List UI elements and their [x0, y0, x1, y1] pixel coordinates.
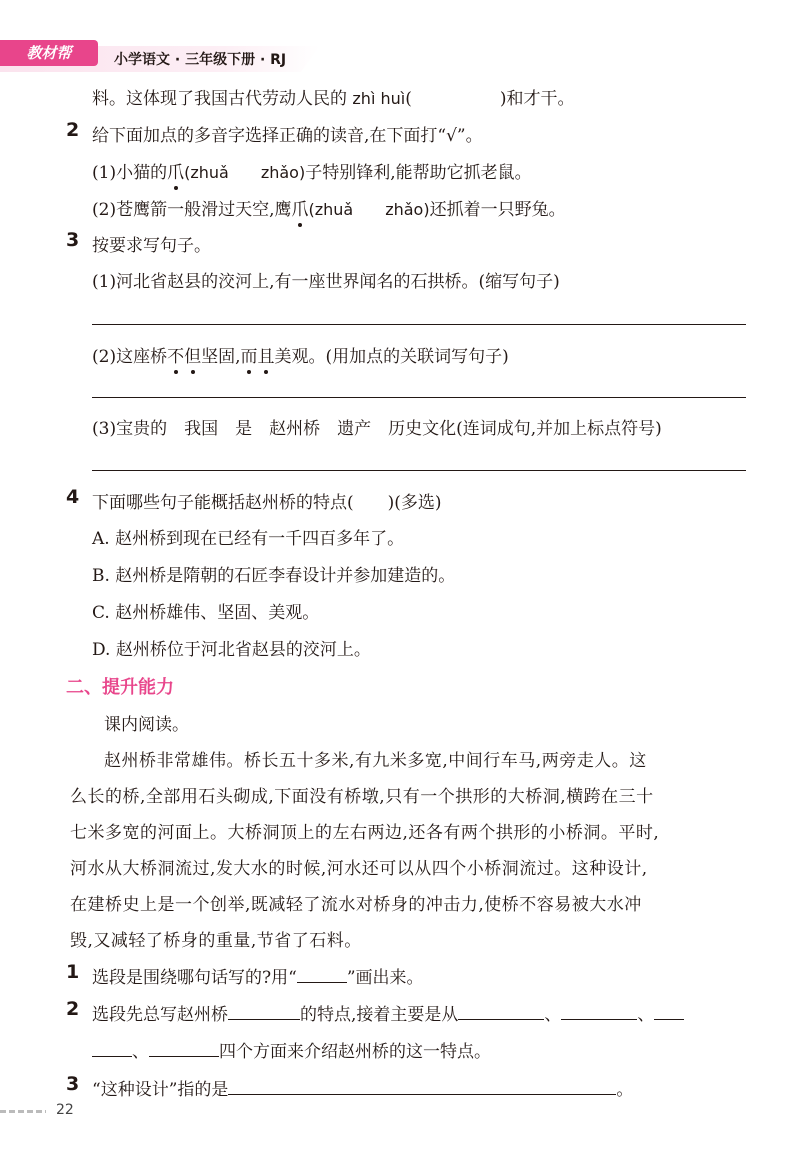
q4-option-a[interactable]: A. 赵州桥到现在已经有一千四百多年了。: [92, 529, 405, 549]
s2-q1: [92, 963, 424, 988]
q2-item2-post: 还抓着一只野兔。: [429, 200, 566, 220]
s2-q3-blank[interactable]: [228, 1080, 616, 1095]
s2-q3-pre: “这种设计”指的是: [92, 1080, 229, 1100]
s2-q2-blank2[interactable]: [458, 1005, 544, 1020]
s2-q2-line1: [92, 1000, 684, 1025]
q2-item1-pre: (1)小猫的: [92, 163, 168, 183]
s2-q3-post: 。: [616, 1080, 634, 1100]
q2-item2-dotted-char: 爪: [291, 195, 308, 220]
q4-number: 4: [66, 486, 80, 508]
q3-item2-mid: 坚固,: [201, 347, 241, 367]
q2-item1-dotted-char: 爪: [167, 158, 184, 183]
q1-tail-line: [92, 84, 574, 109]
s2-q2-part2: 的特点,接着主要是从: [300, 1005, 459, 1025]
q1-tail-paren-close: ): [499, 89, 507, 109]
q2-prompt: 给下面加点的多音字选择正确的读音,在下面打“√”。: [92, 126, 483, 146]
q2-item1: [92, 158, 532, 183]
passage-line: 赵州桥非常雄伟。桥长五十多米,有九米多宽,中间行车马,两旁走人。这: [104, 751, 647, 771]
page-number: 22: [56, 1102, 74, 1118]
q3-item2-answer-line[interactable]: [92, 397, 746, 398]
q2-number: 2: [66, 119, 80, 141]
s2-q2-sep3: 、: [132, 1042, 149, 1062]
s2-q3-number: 3: [66, 1073, 80, 1095]
s2-q2-blank1[interactable]: [228, 1005, 300, 1020]
section-title: 二、提升能力: [66, 677, 174, 698]
q3-item3-answer-line[interactable]: [92, 470, 746, 471]
subject-label: 小学语文 · 三年级下册 · RJ: [114, 52, 287, 68]
q3-item2: [92, 342, 509, 367]
q2-item1-options[interactable]: (zhuǎ zhǎo): [184, 163, 306, 182]
s2-q2-part1: 选段先总写赵州桥: [92, 1005, 228, 1025]
s2-q2-blank5[interactable]: [149, 1042, 219, 1057]
passage-line: 在建桥史上是一个创举,既减轻了流水对桥身的冲击力,使桥不容易被大水冲: [70, 895, 642, 915]
q3-item2-post: 美观。(用加点的关联词写句子): [274, 347, 509, 367]
s2-q1-pre: 选段是围绕哪句话写的?用“: [92, 968, 297, 988]
s2-q2-blank4b[interactable]: [92, 1042, 132, 1057]
brand-tag: 教材帮: [0, 40, 98, 66]
q1-tail-pinyin: zhì huì: [352, 89, 406, 108]
q3-item3: (3)宝贵的 我国 是 赵州桥 遗产 历史文化(连词成句,并加上标点符号): [92, 419, 662, 439]
s2-q2-sep1: 、: [544, 1005, 562, 1025]
s2-q1-line-sample: [297, 968, 347, 983]
passage-line: 七米多宽的河面上。大桥洞顶上的左右两边,还各有两个拱形的小桥洞。平时,: [70, 823, 660, 843]
q1-tail-suffix: 和才干。: [506, 89, 575, 109]
reading-intro: 课内阅读。: [104, 715, 189, 735]
q2-item2-options[interactable]: (zhuǎ zhǎo): [308, 200, 430, 219]
s2-q2-blank4a[interactable]: [654, 1005, 684, 1020]
s2-q2-sep2: 、: [637, 1005, 655, 1025]
q3-number: 3: [66, 229, 80, 251]
q3-item2-dot2: 但: [184, 342, 201, 367]
q4-option-c[interactable]: C. 赵州桥雄伟、坚固、美观。: [92, 603, 320, 623]
q1-tail-paren-open: (: [405, 89, 412, 109]
q4-prompt: 下面哪些句子能概括赵州桥的特点( )(多选): [92, 493, 442, 513]
q3-item1-answer-line[interactable]: [92, 324, 746, 325]
passage-line: 毁,又减轻了桥身的重量,节省了石料。: [70, 931, 362, 951]
footer-rule: [0, 1110, 46, 1113]
s2-q2-part3: 四个方面来介绍赵州桥的这一特点。: [219, 1042, 491, 1062]
q2-item2-pre: (2)苍鹰箭一般滑过天空,鹰: [92, 200, 292, 220]
s2-q2-blank3[interactable]: [561, 1005, 637, 1020]
q3-item1: (1)河北省赵县的洨河上,有一座世界闻名的石拱桥。(缩写句子): [92, 272, 560, 292]
s2-q1-number: 1: [66, 961, 80, 983]
q1-tail-prefix: 料。这体现了我国古代劳动人民的: [92, 89, 353, 109]
s2-q1-post: ”画出来。: [346, 968, 424, 988]
q2-item2: [92, 195, 566, 220]
q3-item2-pre: (2)这座桥: [92, 347, 168, 367]
s2-q2-line2: [92, 1037, 491, 1062]
q4-option-b[interactable]: B. 赵州桥是隋朝的石匠李春设计并参加建造的。: [92, 566, 456, 586]
q4-option-d[interactable]: D. 赵州桥位于河北省赵县的洨河上。: [92, 640, 371, 660]
q3-prompt: 按要求写句子。: [92, 236, 211, 256]
s2-q3: [92, 1075, 633, 1100]
q3-item2-dot4: 且: [258, 342, 275, 367]
passage-line: 河水从大桥洞流过,发大水的时候,河水还可以从四个小桥洞流过。这种设计,: [70, 859, 648, 879]
q2-item1-post: 子特别锋利,能帮助它抓老鼠。: [305, 163, 532, 183]
passage-line: 么长的桥,全部用石头砌成,下面没有桥墩,只有一个拱形的大桥洞,横跨在三十: [70, 787, 654, 807]
q3-item2-dot3: 而: [241, 342, 258, 367]
q3-item2-dot1: 不: [167, 342, 184, 367]
s2-q2-number: 2: [66, 998, 80, 1020]
